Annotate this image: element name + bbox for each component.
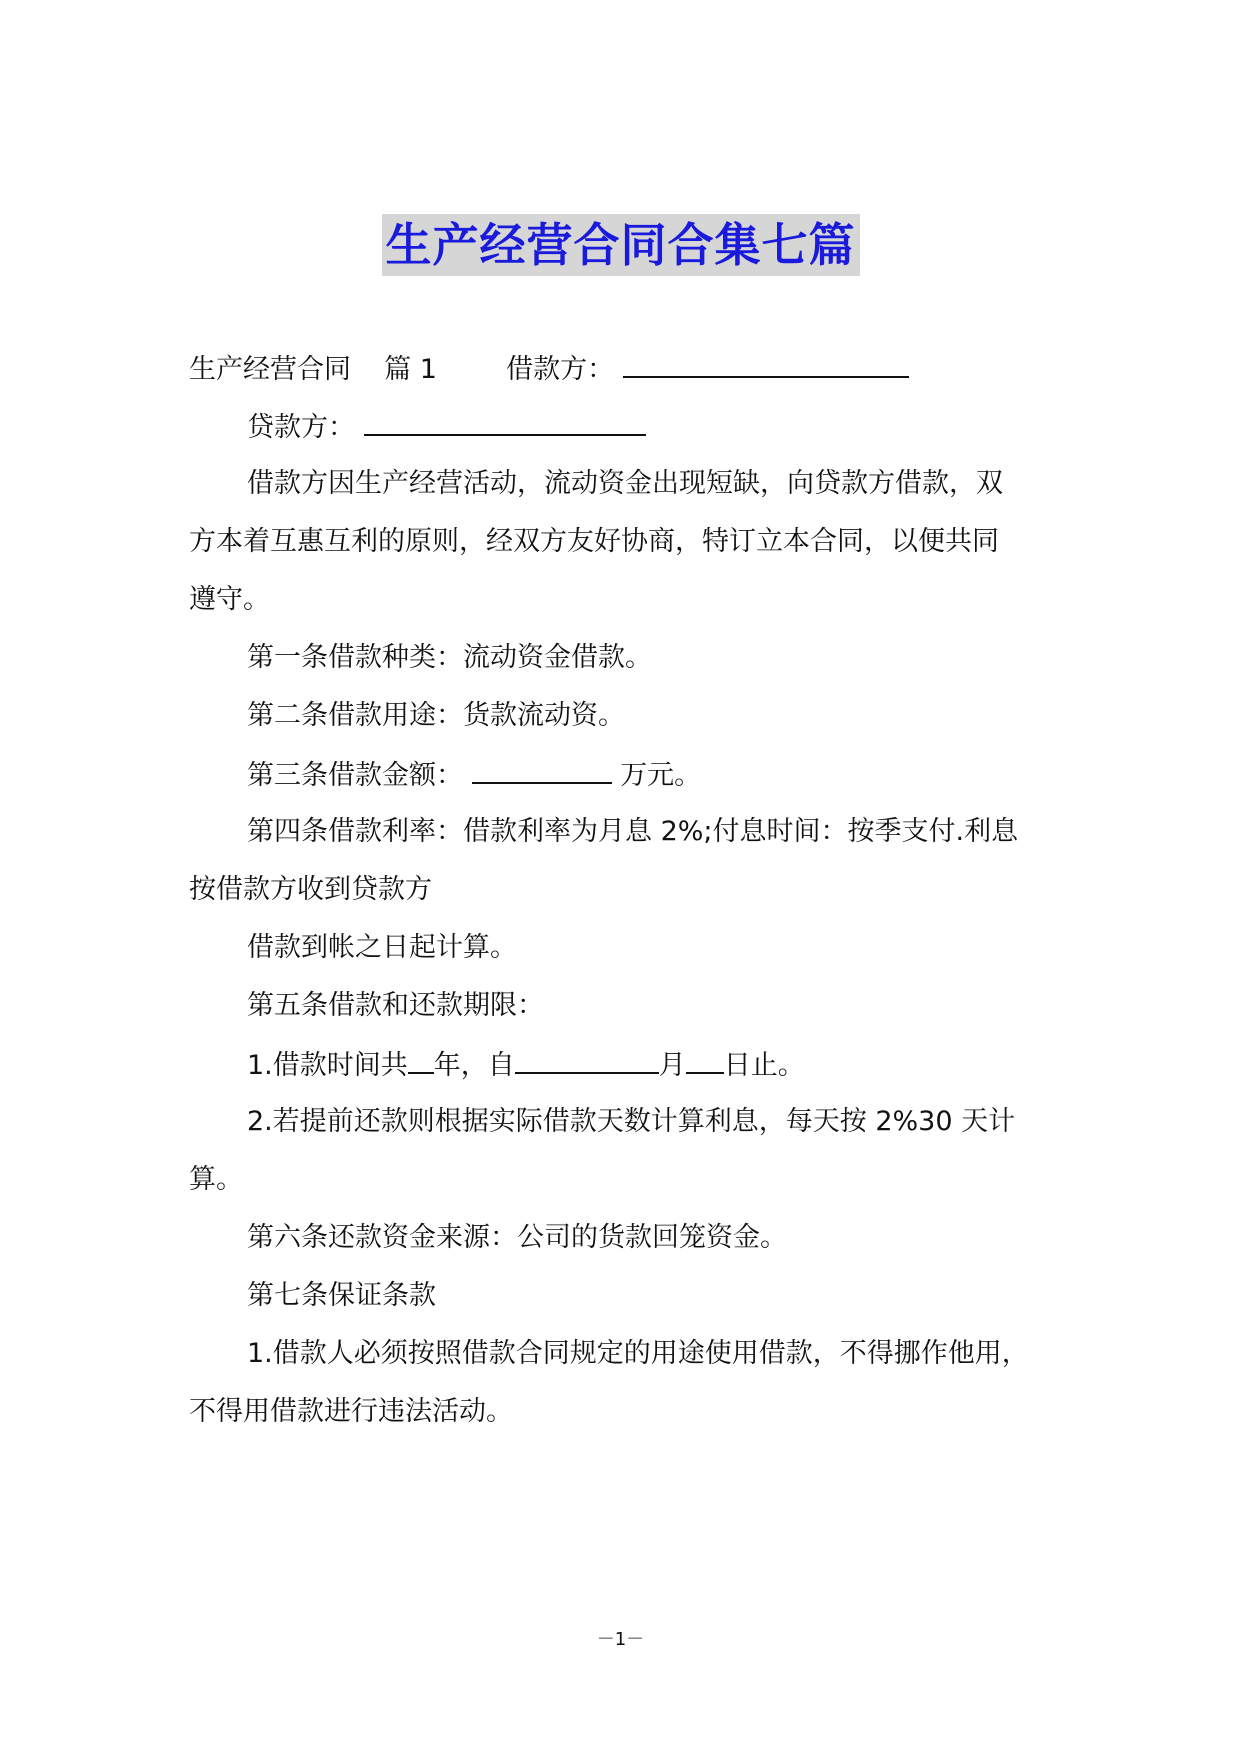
article-3-suffix: 万元。 bbox=[620, 760, 702, 791]
borrower-blank bbox=[623, 348, 909, 378]
item1-part-a: 1.借款时间共 bbox=[247, 1050, 408, 1081]
article-2: 第二条借款用途：货款流动资。 bbox=[247, 700, 625, 731]
lender-blank bbox=[364, 406, 646, 436]
day-blank bbox=[686, 1044, 724, 1074]
intro-line-3: 遵守。 bbox=[189, 584, 270, 615]
intro-line-2: 方本着互惠互利的原则，经双方友好协商，特订立本合同，以便共同 bbox=[189, 526, 999, 557]
lender-label: 贷款方： bbox=[247, 412, 355, 443]
from-date-blank bbox=[515, 1044, 659, 1074]
item1-part-c: 月 bbox=[658, 1050, 686, 1081]
borrower-label: 借款方： bbox=[506, 354, 615, 385]
article-3-prefix: 第三条借款金额： bbox=[247, 760, 463, 791]
document-title: 生产经营合同合集七篇 bbox=[382, 214, 860, 276]
article-7-item-1-line-1: 1.借款人必须按照借款合同规定的用途使用借款，不得挪作他用， bbox=[247, 1338, 1029, 1369]
article-4-line-2: 按借款方收到贷款方 bbox=[189, 874, 432, 905]
amount-blank bbox=[472, 754, 612, 784]
lender-line bbox=[247, 406, 1117, 448]
title-container bbox=[0, 214, 1241, 276]
article-4-cont: 借款到帐之日起计算。 bbox=[247, 932, 517, 963]
article-4-line-1: 第四条借款利率：借款利率为月息 2%;付息时间：按季支付.利息 bbox=[247, 816, 1019, 847]
contract-label: 生产经营合同 bbox=[189, 354, 351, 385]
item1-part-b: 年，自 bbox=[433, 1050, 515, 1081]
header-line bbox=[189, 348, 1059, 390]
article-7: 第七条保证条款 bbox=[247, 1280, 436, 1311]
article-5-item-1 bbox=[247, 1044, 1117, 1086]
article-6: 第六条还款资金来源：公司的货款回笼资金。 bbox=[247, 1222, 787, 1253]
article-5-item-2-line-1: 2.若提前还款则根据实际借款天数计算利息，每天按 2%30 天计 bbox=[247, 1106, 1016, 1137]
article-3 bbox=[247, 754, 1117, 796]
article-7-item-1-line-2: 不得用借款进行违法活动。 bbox=[189, 1396, 513, 1427]
article-5: 第五条借款和还款期限： bbox=[247, 990, 544, 1021]
years-blank bbox=[408, 1044, 434, 1074]
article-5-item-2-line-2: 算。 bbox=[189, 1164, 243, 1195]
chapter-label: 篇 1 bbox=[384, 354, 437, 385]
article-1: 第一条借款种类：流动资金借款。 bbox=[247, 642, 652, 673]
page-number: －1－ bbox=[596, 1629, 645, 1650]
intro-line-1: 借款方因生产经营活动，流动资金出现短缺，向贷款方借款，双 bbox=[247, 468, 1003, 499]
item1-part-d: 日止。 bbox=[723, 1050, 805, 1081]
